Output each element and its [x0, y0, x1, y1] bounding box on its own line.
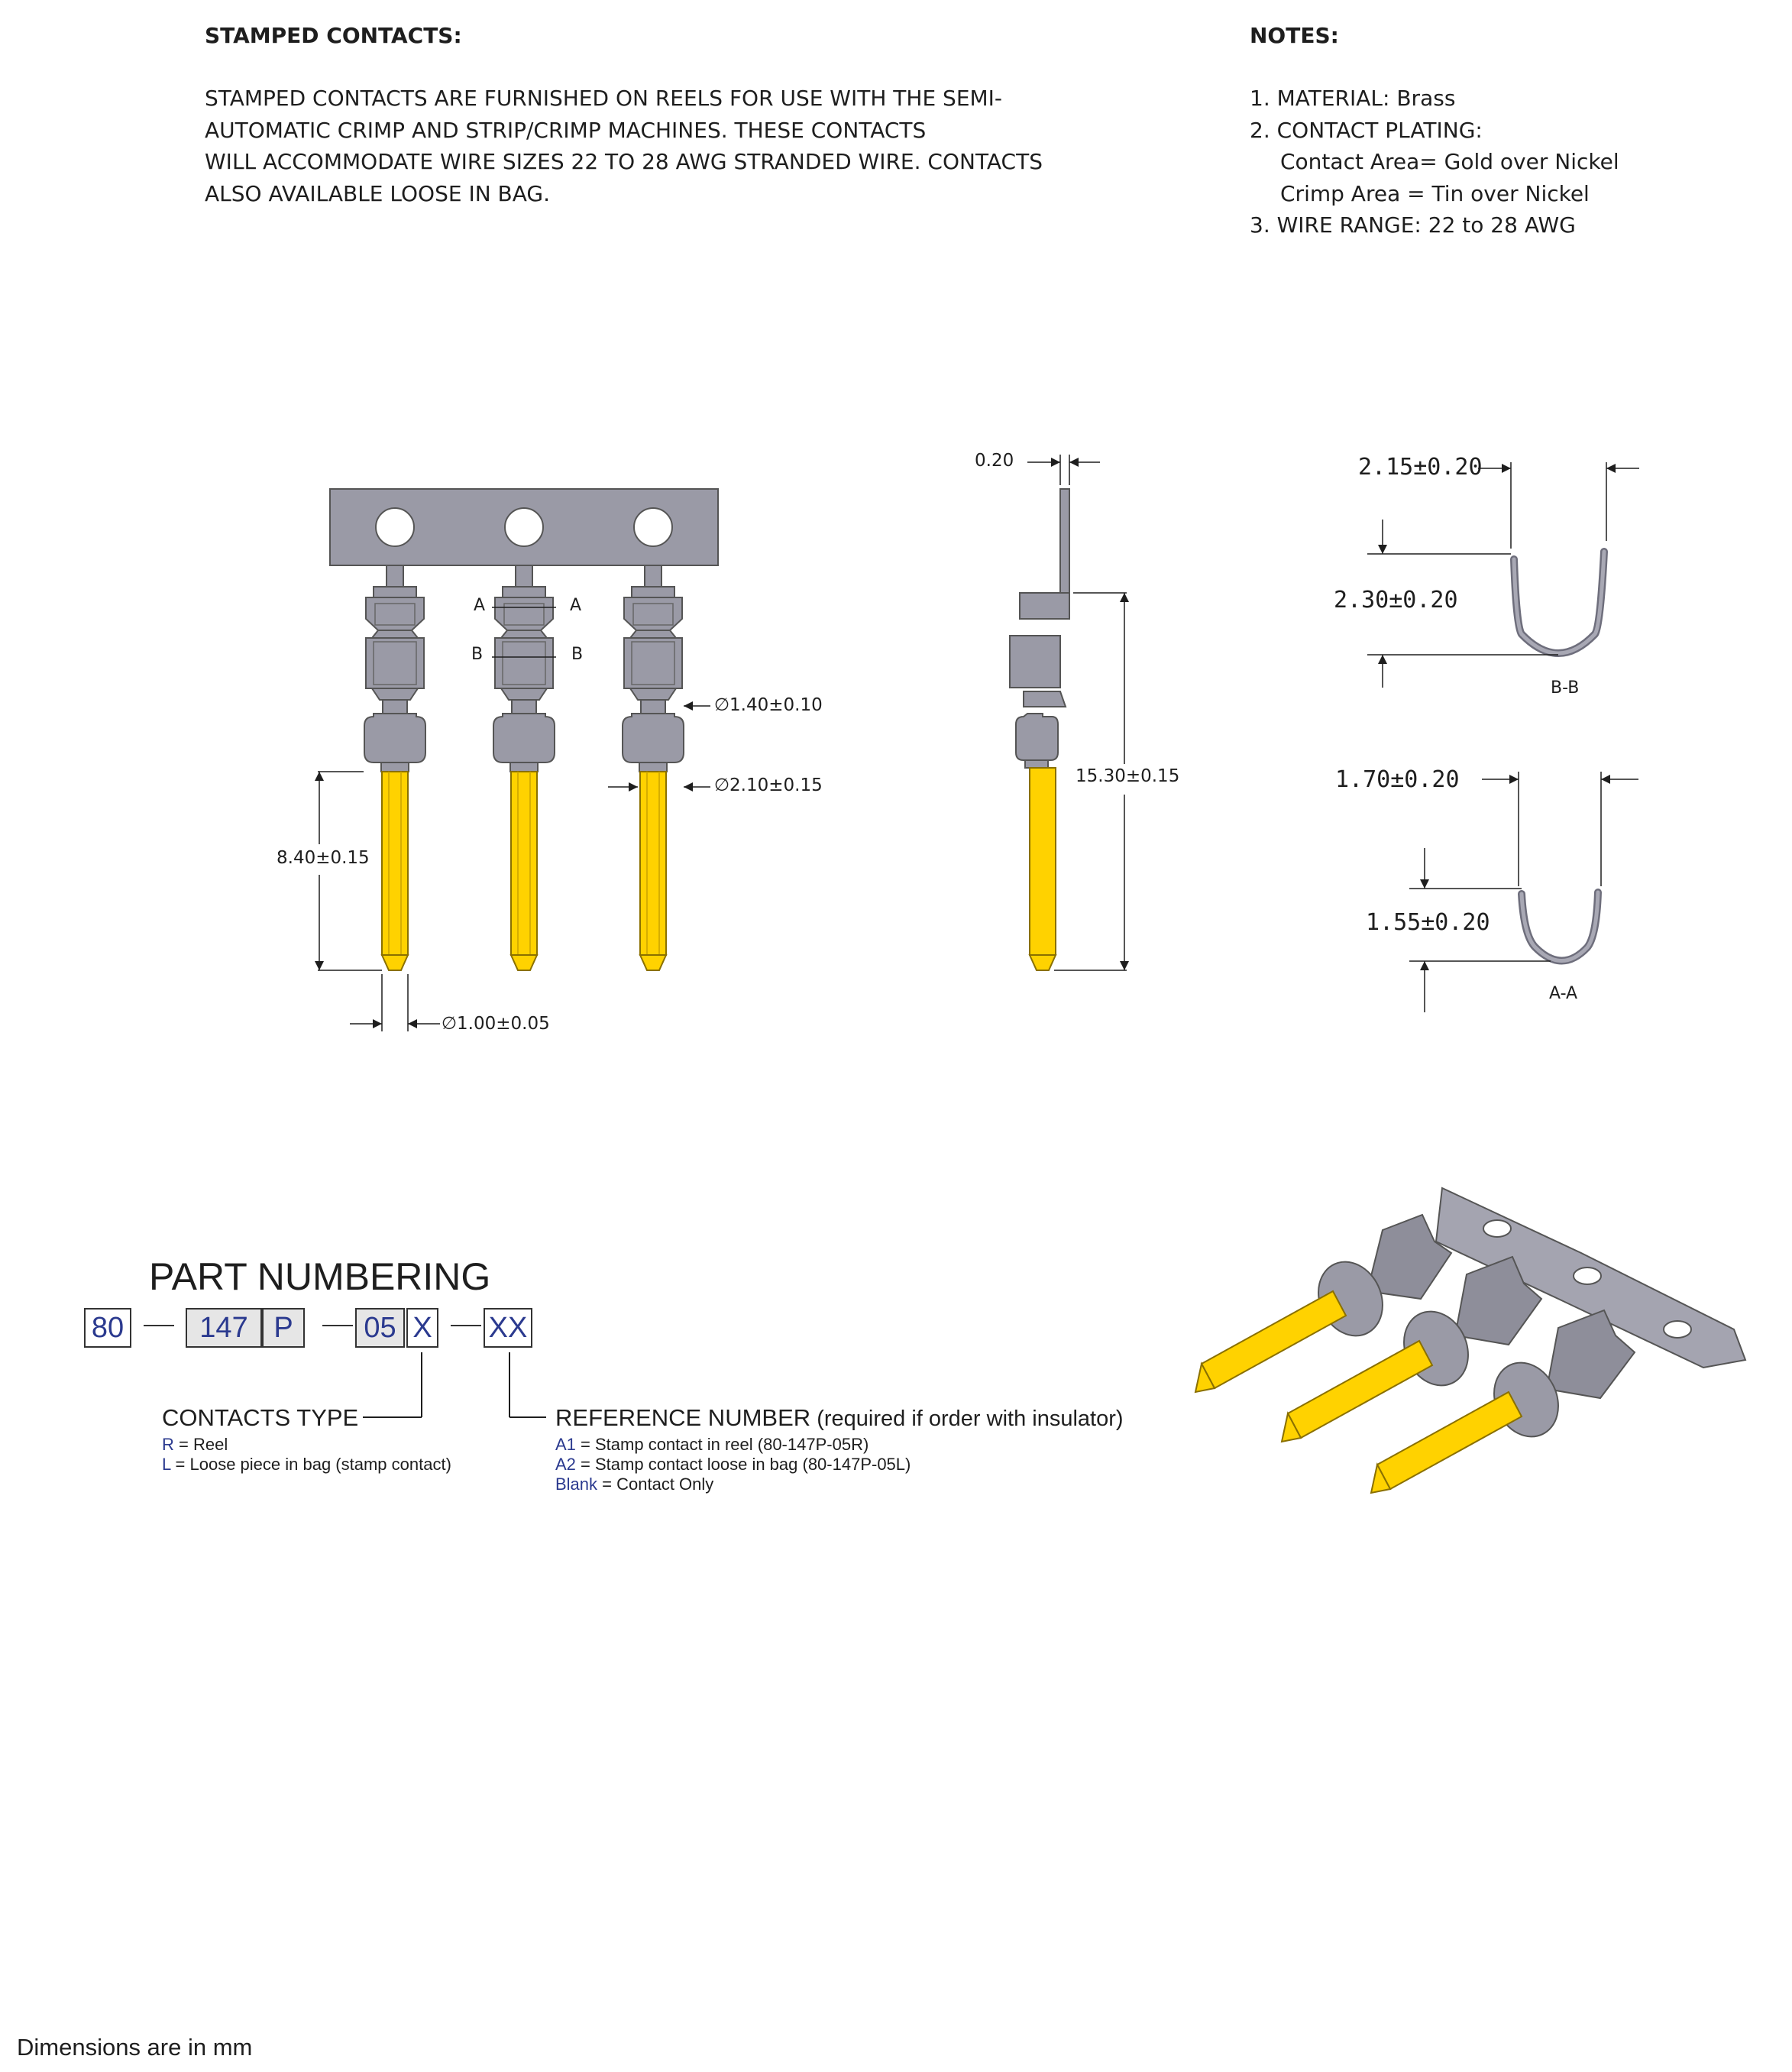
side-view	[1010, 455, 1127, 970]
section-b-label-right: B	[571, 645, 584, 664]
code-r-text: = Reel	[173, 1435, 228, 1454]
dim-overall-length: 15.30±0.15	[1076, 766, 1180, 786]
stamped-contacts-heading: STAMPED CONTACTS:	[205, 23, 462, 48]
code-a2: A2	[555, 1455, 576, 1474]
code-blank: Blank	[555, 1475, 598, 1494]
pn-seg-xx: XX	[484, 1308, 532, 1348]
pn-dash	[144, 1325, 174, 1326]
dim-body-diameter-value: 2.10±0.15	[729, 775, 823, 795]
code-l-text: = Loose piece in bag (stamp contact)	[170, 1455, 451, 1474]
contacts-type-item	[162, 1455, 451, 1475]
dim-pin-length: 8.40±0.15	[277, 848, 370, 868]
contacts-type-legend	[162, 1404, 451, 1475]
stamped-line-4: ALSO AVAILABLE LOOSE IN BAG.	[205, 180, 551, 206]
contact-front-1	[364, 565, 425, 970]
pn-seg-80: 80	[84, 1308, 131, 1348]
code-a2-text: = Stamp contact loose in bag (80-147P-05L)	[575, 1455, 911, 1474]
section-aa	[1409, 772, 1638, 1012]
pn-seg-x: X	[406, 1308, 438, 1348]
contact-front-3	[623, 565, 684, 970]
carrier-hole	[634, 508, 672, 546]
reference-heading	[555, 1404, 1124, 1432]
stamped-line-3: WILL ACCOMMODATE WIRE SIZES 22 TO 28 AWG STRANDED WIRE. CONTACTS	[205, 149, 1043, 174]
section-a-label-left: A	[474, 596, 486, 615]
dim-crimp-diameter	[714, 695, 823, 715]
diameter-symbol: ∅	[442, 1014, 458, 1034]
bb-width-dim: 2.15±0.20	[1358, 454, 1483, 481]
section-a-label-right: A	[570, 596, 582, 615]
contact-front-2	[493, 565, 555, 970]
reference-item	[555, 1455, 1124, 1475]
carrier-hole	[376, 508, 414, 546]
dim-body-diameter	[714, 775, 823, 795]
section-bb-label: B-B	[1551, 678, 1580, 698]
reference-note: (required if order with insulator)	[810, 1407, 1124, 1431]
reference-heading-text: REFERENCE NUMBER	[555, 1404, 811, 1431]
pn-dash	[322, 1325, 353, 1326]
dim-pin-diameter	[442, 1014, 550, 1034]
pn-seg-05: 05	[355, 1308, 405, 1348]
stamped-line-2: AUTOMATIC CRIMP AND STRIP/CRIMP MACHINES. THESE CONTACTS	[205, 117, 927, 143]
code-l: L	[162, 1455, 171, 1474]
note-wire-range: 3. WIRE RANGE: 22 to 28 AWG	[1250, 212, 1576, 238]
diameter-symbol: ∅	[714, 695, 730, 715]
reference-item	[555, 1475, 1124, 1494]
aa-height-dim: 1.55±0.20	[1366, 909, 1490, 936]
note-contact-area: Contact Area= Gold over Nickel	[1280, 149, 1619, 174]
pn-seg-p: P	[262, 1308, 305, 1348]
reference-number-legend	[555, 1404, 1124, 1494]
code-a1-text: = Stamp contact in reel (80-147P-05R)	[575, 1435, 869, 1454]
pn-seg-147: 147	[186, 1308, 262, 1348]
contacts-type-item	[162, 1435, 451, 1455]
code-a1: A1	[555, 1435, 576, 1454]
code-blank-text: = Contact Only	[597, 1475, 714, 1494]
contacts-type-heading: CONTACTS TYPE	[162, 1404, 359, 1431]
note-crimp-area: Crimp Area = Tin over Nickel	[1280, 180, 1590, 206]
dim-thickness: 0.20	[975, 451, 1014, 471]
stamped-line-1: STAMPED CONTACTS ARE FURNISHED ON REELS FOR USE WITH THE SEMI-	[205, 86, 1003, 111]
isometric-view	[1195, 1188, 1745, 1493]
carrier-hole	[505, 508, 543, 546]
dim-crimp-diameter-value: 1.40±0.10	[729, 695, 823, 715]
section-aa-label: A-A	[1549, 984, 1578, 1003]
diameter-symbol: ∅	[714, 775, 730, 795]
note-plating: 2. CONTACT PLATING:	[1250, 117, 1483, 143]
dim-pin-diameter-value: 1.00±0.05	[457, 1014, 550, 1034]
section-b-label-left: B	[471, 645, 484, 664]
units-footer: Dimensions are in mm	[17, 2034, 253, 2061]
aa-width-dim: 1.70±0.20	[1335, 766, 1460, 793]
part-numbering-title: PART NUMBERING	[149, 1255, 491, 1298]
bb-height-dim: 2.30±0.20	[1334, 587, 1458, 614]
section-bb	[1367, 462, 1639, 688]
front-view	[318, 489, 718, 1031]
code-r: R	[162, 1435, 174, 1454]
notes-heading: NOTES:	[1250, 23, 1339, 48]
reference-item	[555, 1435, 1124, 1455]
note-material: 1. MATERIAL: Brass	[1250, 86, 1456, 111]
pn-dash	[451, 1325, 481, 1326]
